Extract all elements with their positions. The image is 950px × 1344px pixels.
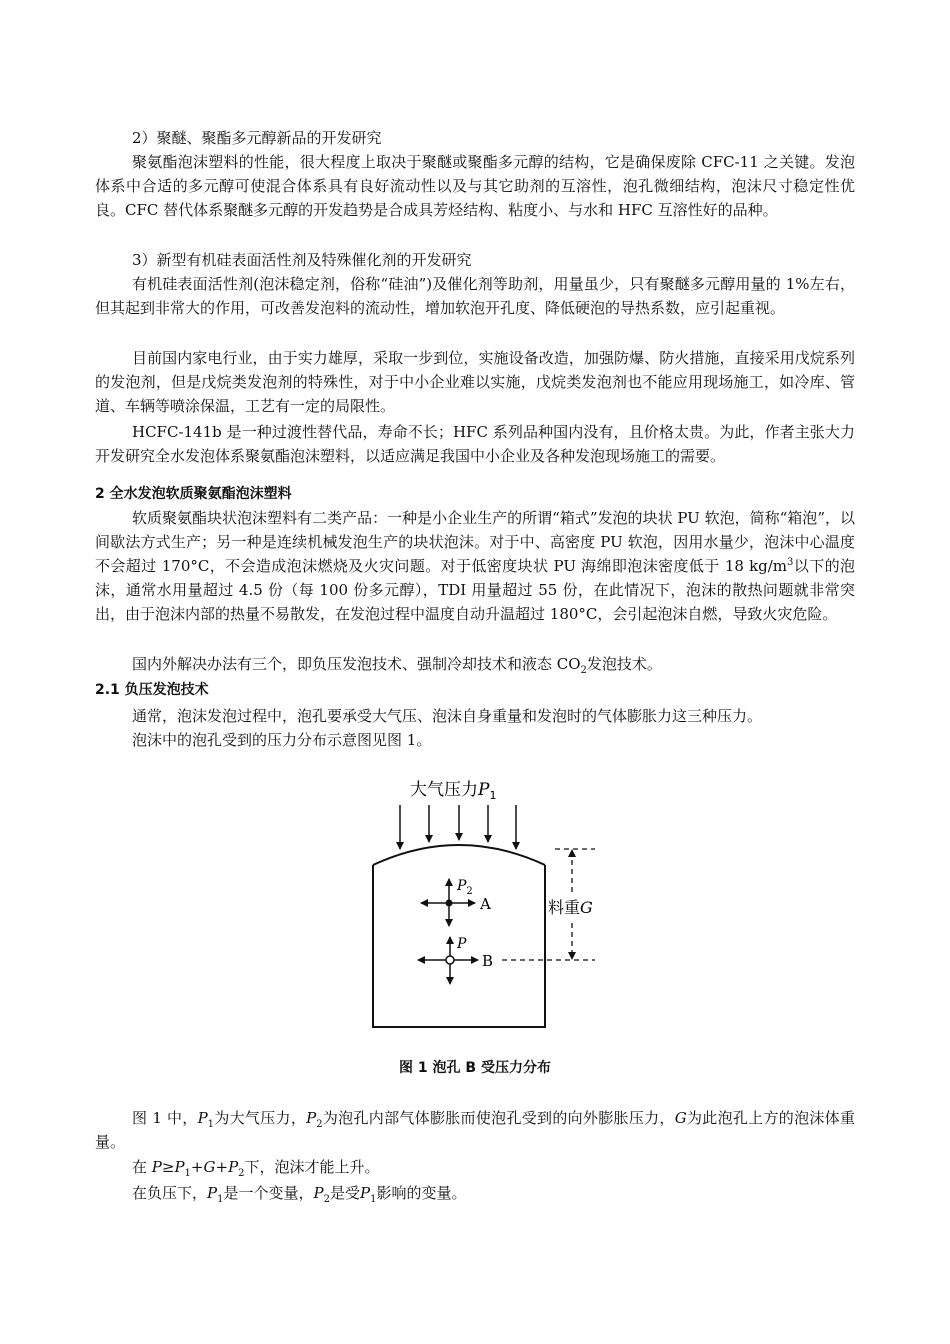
section-heading-2-1: 2.1 负压发泡技术 (95, 682, 209, 698)
var: P (313, 1184, 324, 1202)
label-weight (548, 898, 593, 917)
subscript: 2 (238, 1168, 245, 1179)
text-run: 发泡技术。 (586, 655, 662, 673)
paragraph-silicone: 有机硅表面活性剂(泡沫稳定剂，俗称“硅油”)及催化剂等助剂，用量虽少，只有聚醚多元醇用量的 1%左右，但其起到非常大的作用，可改善发泡料的流动性，增加软泡开孔度、降低硬泡的导热系数，应引起重视。 (95, 275, 855, 317)
paragraph-solutions (95, 652, 855, 676)
text-run: 国内外解决办法有三个，即负压发泡技术、强制冷却技术和液态 CO (132, 655, 581, 673)
text-run: ≥ (161, 1158, 175, 1176)
var: P (359, 1184, 371, 1202)
paragraph-negative-pressure (95, 1181, 855, 1205)
subscript: 1 (217, 1194, 224, 1205)
label-p: P (457, 936, 467, 952)
var: P (197, 1109, 208, 1127)
label-p2-sub: 2 (466, 886, 473, 897)
paragraph-figure-ref: 泡沫中的泡孔受到的压力分布示意图见图 1。 (132, 731, 432, 749)
text-run: 为大气压力， (214, 1109, 307, 1127)
text-run: + (215, 1158, 229, 1176)
subscript: 1 (184, 1168, 191, 1179)
text-run: 为此泡孔上方的泡沫体重量。 (95, 1109, 855, 1151)
label-atmospheric-var: P (478, 780, 490, 800)
var: P (207, 1184, 218, 1202)
subscript: 2 (323, 1194, 330, 1205)
label-weight-var: G (580, 898, 593, 917)
paragraph-soft-foam (95, 506, 855, 626)
paragraph-pressures: 通常，泡沫发泡过程中，泡孔要承受大气压、泡沫自身重量和发泡时的气体膨胀力这三种压力。 (132, 707, 763, 725)
text-run: 在负压下， (132, 1184, 208, 1202)
paragraph-figure-explain (95, 1106, 855, 1154)
section-heading-2: 2 全水发泡软质聚氨酯泡沫塑料 (95, 486, 292, 502)
var: P (151, 1158, 162, 1176)
text-run: 图 1 中， (132, 1109, 198, 1127)
label-atmospheric-sub: 1 (489, 789, 497, 802)
label-atmospheric-text: 大气压力 (410, 780, 478, 800)
subscript: 1 (370, 1194, 377, 1205)
label-bubble-b: B (482, 952, 494, 970)
var: G (674, 1109, 687, 1127)
text-run: + (190, 1158, 204, 1176)
var: P (228, 1158, 239, 1176)
text-run: 是一个变量， (223, 1184, 314, 1202)
foam-surface (373, 845, 545, 865)
var: P (306, 1109, 317, 1127)
weight-arrow-down (568, 952, 576, 960)
subsection-heading-polyol: 2）聚醚、聚酯多元醇新品的开发研究 (132, 129, 382, 147)
text-run: 为泡孔内部气体膨胀而使泡孔受到的向外膨胀压力， (322, 1109, 675, 1127)
subsection-heading-silicone: 3）新型有机硅表面活性剂及特殊催化剂的开发研究 (132, 251, 472, 269)
text-run: 下，泡沫才能上升。 (244, 1158, 380, 1176)
paragraph-polyol: 聚氨酯泡沫塑料的性能，很大程度上取决于聚醚或聚酯多元醇的结构，它是确保废除 CFC-11 之关键。发泡体系中合适的多元醇可使混合体系具有良好流动性以及与其它助剂的互溶性，泡孔微细结构，泡沫尺寸稳定性优良。CFC 替代体系聚醚多元醇的开发趋势是合成具芳烃结构、粘度小、与水和 HFC 互溶性好的品种。 (95, 153, 855, 219)
subscript: 2 (580, 665, 587, 676)
bubble-a (446, 900, 453, 907)
paragraph-pentane: 目前国内家电行业，由于实力雄厚，采取一步到位，实施设备改造，加强防爆、防火措施，直接采用戊烷系列的发泡剂，但是戊烷类发泡剂的特殊性，对于中小企业难以实施，戊烷类发泡剂也不能应用现场施工，如冷库、管道、车辆等喷涂保温，工艺有一定的局限性。 (95, 349, 855, 415)
weight-arrow-up (568, 849, 576, 857)
subscript: 2 (316, 1119, 323, 1130)
label-p2 (456, 878, 473, 897)
text-run: 是受 (329, 1184, 360, 1202)
paragraph-hcfc: HCFC-141b 是一种过渡性替代品，寿命不长；HFC 系列品种国内没有，且价格太贵。为此，作者主张大力开发研究全水发泡体系聚氨酯泡沫塑料，以适应满足我国中小企业及各种发泡现场施工的需要。 (95, 423, 855, 465)
text-run: 在 (132, 1158, 152, 1176)
atmospheric-arrows (400, 805, 516, 849)
label-atmospheric (410, 780, 496, 802)
subscript: 1 (207, 1119, 215, 1130)
text-run: 以下的泡沫，通常水用量超过 4.5 份（每 100 份多元醇），TDI 用量超过 55 份，在此情况下，泡沫的散热问题就非常突出，由于泡沫内部的热量不易散发，在发泡过程中温度自动升温超过 180°C，会引起泡沫自燃，导致火灾危险。 (95, 557, 855, 623)
figure-caption: 图 1 泡孔 B 受压力分布 (399, 1060, 551, 1076)
text-run: 影响的变量。 (376, 1184, 467, 1202)
figure-pressure-diagram (340, 765, 630, 1035)
text-run: 软质聚氨酯块状泡沫塑料有二类产品：一种是小企业生产的所谓“箱式”发泡的块状 PU 软泡，简称“箱泡”，以间歇法方式生产；另一种是连续机械发泡生产的块状泡沫。对于中、高密度 PU 软泡，因用水量少，泡沫中心温度不会超过 170°C，不会造成泡沫燃烧及火灾问题。对于低密度块状 PU 海绵即泡沫密度低于 18 kg/m (95, 509, 855, 575)
var: P (174, 1158, 185, 1176)
label-weight-text: 料重 (548, 898, 581, 917)
bubble-b (446, 956, 454, 964)
label-bubble-a: A (480, 895, 491, 913)
superscript: 3 (787, 557, 794, 568)
label-p2-var: P (457, 878, 467, 894)
var: G (203, 1158, 216, 1176)
paragraph-condition (95, 1155, 855, 1179)
